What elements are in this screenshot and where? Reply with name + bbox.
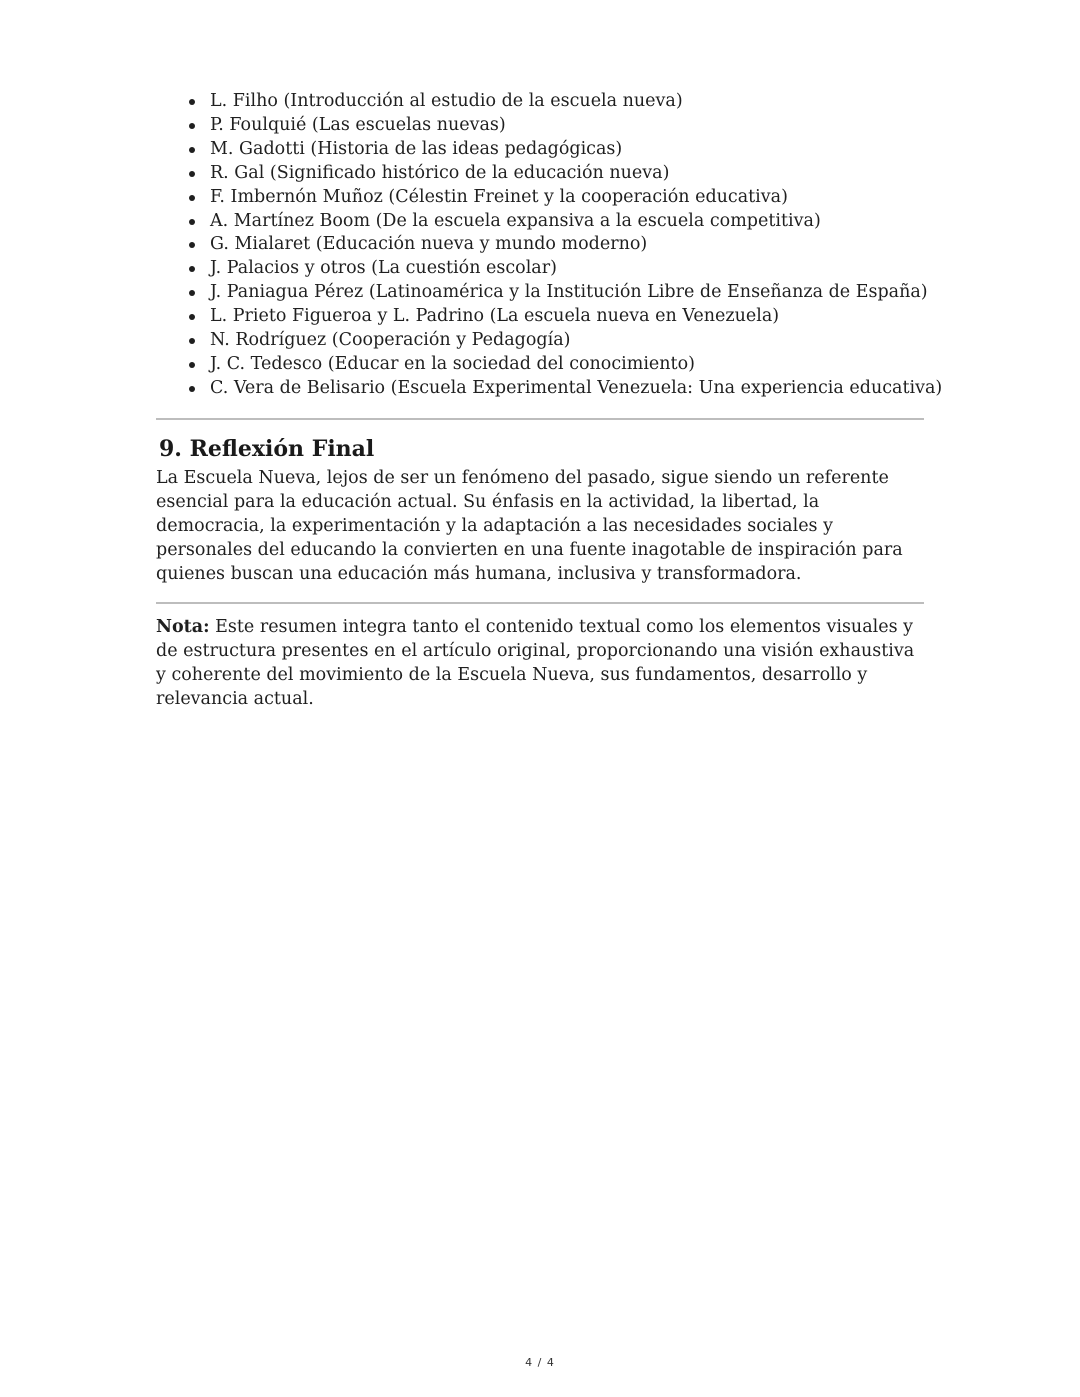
note-label: Nota: <box>156 616 210 637</box>
page-number: 4 / 4 <box>525 1356 555 1369</box>
section-title: 9. Reflexión Final <box>159 435 375 462</box>
reference-item: P. Foulquié (Las escuelas nuevas) <box>210 114 924 138</box>
reference-item: C. Vera de Belisario (Escuela Experimental Venezuela: Una experiencia educativa) <box>210 377 924 401</box>
note-paragraph <box>156 615 916 711</box>
reference-item: L. Prieto Figueroa y L. Padrino (La escuela nueva en Venezuela) <box>210 305 924 329</box>
reference-item: J. C. Tedesco (Educar en la sociedad del conocimiento) <box>210 353 924 377</box>
reference-item: G. Mialaret (Educación nueva y mundo moderno) <box>210 233 924 257</box>
document-page <box>156 90 943 711</box>
reference-item: R. Gal (Significado histórico de la educación nueva) <box>210 162 924 186</box>
reference-item: N. Rodríguez (Cooperación y Pedagogía) <box>210 329 924 353</box>
note-divider <box>156 602 924 604</box>
reference-item: A. Martínez Boom (De la escuela expansiva a la escuela competitiva) <box>210 210 924 234</box>
reference-list <box>156 90 943 401</box>
section-divider <box>156 418 924 420</box>
reference-item: J. Palacios y otros (La cuestión escolar) <box>210 257 924 281</box>
reference-item: F. Imbernón Muñoz (Célestin Freinet y la cooperación educativa) <box>210 186 924 210</box>
reference-item: M. Gadotti (Historia de las ideas pedagógicas) <box>210 138 924 162</box>
note-text: Este resumen integra tanto el contenido textual como los elementos visuales y de estructura presentes en el artículo original, proporcionando una visión exhaustiva y coherente del movimiento de la Escuela Nueva, sus fundamentos, desarrollo y relevancia actual. <box>156 616 915 709</box>
reference-item: J. Paniagua Pérez (Latinoamérica y la Institución Libre de Enseñanza de España) <box>210 281 924 305</box>
reference-item: L. Filho (Introducción al estudio de la escuela nueva) <box>210 90 924 114</box>
section-paragraph: La Escuela Nueva, lejos de ser un fenómeno del pasado, sigue siendo un referente esencial para la educación actual. Su énfasis en la actividad, la libertad, la democracia, la experimentación y la adaptación a las necesidades sociales y personales del educando la convierten en una fuente inagotable de inspiración para quienes buscan una educación más humana, inclusiva y transformadora. <box>156 467 903 584</box>
